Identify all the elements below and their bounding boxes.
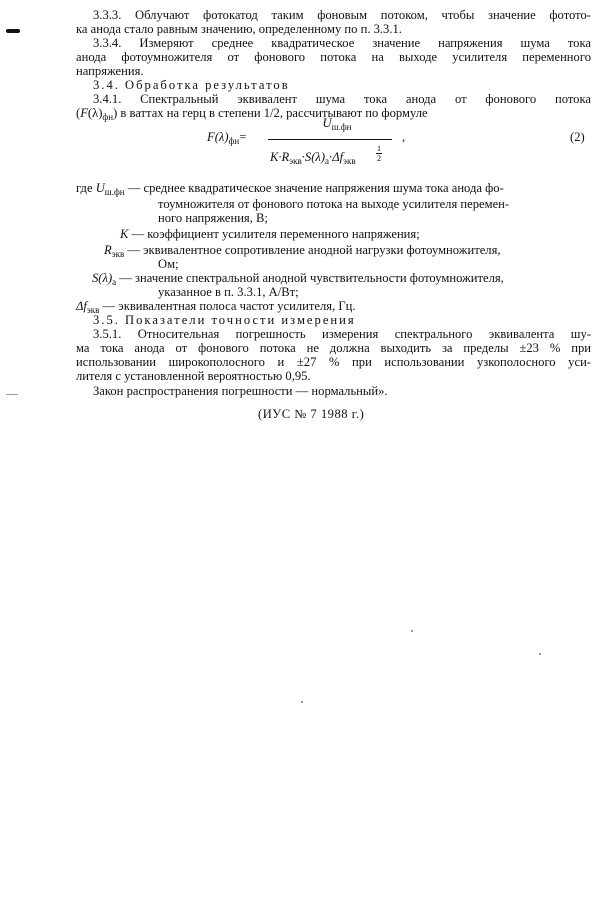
para-351-line4: лителя с установленной вероятностью 0,95. bbox=[76, 369, 311, 383]
where-r: $R_{экв}$ — эквивалентное сопротивление анодной нагрузки фотоумножителя, bbox=[104, 243, 501, 259]
law-line: Закон распространения погрешности — нормальный». bbox=[93, 384, 388, 398]
formula-denominator: $K\cdot R_{экв}\cdot S(\lambda)_а\cdot\Delta f_{экв}$ bbox=[270, 150, 356, 166]
para-334-line2: анода фотоумножителя от фонового потока на выходе усилителя переменного bbox=[76, 50, 591, 64]
formula-fraction-bar bbox=[268, 139, 392, 140]
para-351-line3: использовании широкополосного и ±27 % при использовании узкополосного уси- bbox=[76, 355, 591, 369]
formula-number: (2) bbox=[570, 130, 585, 144]
scan-speck bbox=[301, 701, 303, 703]
scan-mark bbox=[6, 29, 20, 33]
where-s-line2: указанное в п. 3.3.1, А/Вт; bbox=[158, 285, 299, 299]
scan-dash bbox=[6, 394, 18, 395]
para-351-line2: ма тока анода от фонового потока не должна выходить за пределы ±23 % при bbox=[76, 341, 591, 355]
scan-speck bbox=[539, 653, 541, 655]
where-u-line2: тоумножителя от фонового потока на выходе усилителя перемен- bbox=[158, 197, 510, 211]
para-333-line1: 3.3.3. Облучают фотокатод таким фоновым потоком, чтобы значение фотото- bbox=[93, 8, 591, 22]
section-35-heading: 3.5. Показатели точности измерения bbox=[93, 313, 356, 327]
formula-exponent-num: 1 bbox=[377, 144, 381, 153]
para-341-line1: 3.4.1. Спектральный эквивалент шума тока анода от фонового потока bbox=[93, 92, 591, 106]
where-r-line2: Ом; bbox=[158, 257, 179, 271]
where-u: где $U_{ш.фн}$ — среднее квадратическое значение напряжения шума тока анода фо- bbox=[76, 181, 504, 197]
formula-comma: , bbox=[402, 130, 406, 144]
para-351-line1: 3.5.1. Относительная погрешность измерения спектрального эквивалента шу- bbox=[93, 327, 591, 341]
para-333-line2: ка анода стало равным значению, определенному по п. 3.3.1. bbox=[76, 22, 402, 36]
para-341-line2: $(F(\lambda)_{фн})$ в ваттах на герц в степени 1/2, рассчитывают по формуле bbox=[76, 106, 428, 122]
formula-lhs: $F(\lambda)_{фн}=$ bbox=[207, 130, 247, 146]
scan-speck bbox=[411, 630, 413, 632]
section-34-heading: 3.4. Обработка результатов bbox=[93, 78, 290, 92]
formula-exponent-den: 2 bbox=[377, 154, 381, 163]
ius-reference: (ИУС № 7 1988 г.) bbox=[258, 407, 365, 421]
where-k: K — коэффициент усилителя переменного напряжения; bbox=[120, 227, 420, 241]
para-334-line1: 3.3.4. Измеряют среднее квадратическое значение напряжения шума тока bbox=[93, 36, 591, 50]
where-f: $\Delta f_{экв}$ — эквивалентная полоса частот усилителя, Гц. bbox=[76, 299, 356, 315]
where-u-line3: ного напряжения, В; bbox=[158, 211, 268, 225]
where-s: $S(\lambda)_а$ — значение спектральной анодной чувствительности фотоумножителя, bbox=[92, 271, 504, 287]
para-334-line3: напряжения. bbox=[76, 64, 144, 78]
formula-numerator: $U_{ш.фн}$ bbox=[322, 116, 352, 132]
